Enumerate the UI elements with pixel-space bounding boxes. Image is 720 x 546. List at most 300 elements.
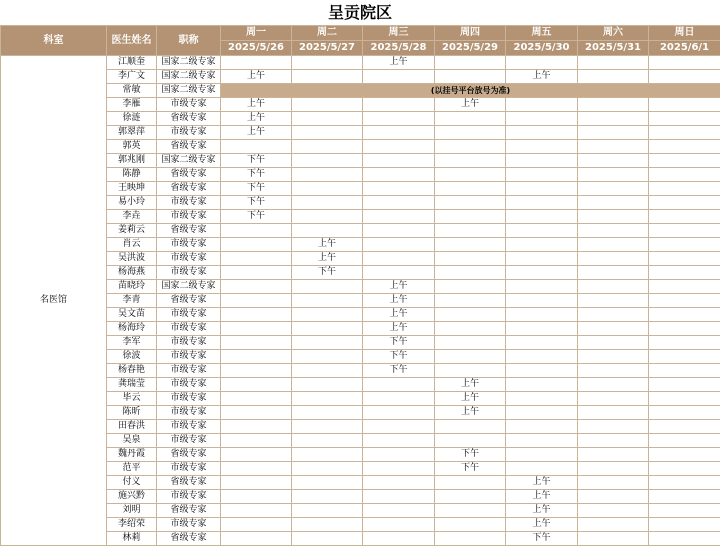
doctor-name-cell: 魏丹霞 (107, 448, 157, 462)
schedule-cell: 下午 (221, 210, 292, 224)
doctor-name-cell: 郭翠萍 (107, 126, 157, 140)
schedule-cell (221, 294, 292, 308)
rank-cell: 市级专家 (157, 434, 221, 448)
schedule-cell (363, 168, 435, 182)
schedule-cell (292, 126, 363, 140)
schedule-cell (578, 322, 649, 336)
schedule-cell (363, 252, 435, 266)
schedule-cell: 上午 (506, 70, 578, 84)
schedule-cell (435, 266, 506, 280)
doctor-name-cell: 吴文苗 (107, 308, 157, 322)
schedule-cell (292, 322, 363, 336)
table-row (1, 238, 720, 252)
rank-cell: 市级专家 (157, 238, 221, 252)
doctor-name-cell: 徐波 (107, 350, 157, 364)
table-row (1, 140, 720, 154)
schedule-cell: 下午 (435, 448, 506, 462)
schedule-cell (506, 406, 578, 420)
schedule-cell (649, 406, 720, 420)
doctor-name-cell: 吴洪波 (107, 252, 157, 266)
schedule-cell (292, 280, 363, 294)
table-row (1, 322, 720, 336)
schedule-cell (649, 476, 720, 490)
header-date: 2025/5/28 (363, 41, 435, 56)
schedule-cell (221, 252, 292, 266)
schedule-cell (435, 140, 506, 154)
doctor-name-cell: 刘明 (107, 504, 157, 518)
doctor-name-cell: 李军 (107, 336, 157, 350)
schedule-cell (221, 322, 292, 336)
schedule-cell (578, 392, 649, 406)
schedule-cell (578, 406, 649, 420)
schedule-cell (578, 294, 649, 308)
schedule-cell (221, 504, 292, 518)
rank-cell: 市级专家 (157, 126, 221, 140)
rank-cell: 市级专家 (157, 210, 221, 224)
table-row (1, 196, 720, 210)
schedule-cell (435, 364, 506, 378)
schedule-cell (649, 98, 720, 112)
schedule-cell (292, 350, 363, 364)
schedule-cell (649, 420, 720, 434)
schedule-cell (435, 532, 506, 546)
schedule-cell (649, 308, 720, 322)
schedule-cell (221, 266, 292, 280)
table-row (1, 336, 720, 350)
schedule-cell (292, 364, 363, 378)
schedule-cell (578, 126, 649, 140)
header-weekday: 周六 (578, 26, 649, 41)
schedule-cell (363, 504, 435, 518)
schedule-cell (221, 476, 292, 490)
schedule-cell (506, 154, 578, 168)
rank-cell: 省级专家 (157, 140, 221, 154)
schedule-cell (578, 308, 649, 322)
rank-cell: 省级专家 (157, 294, 221, 308)
rank-cell: 省级专家 (157, 112, 221, 126)
doctor-name-cell: 郭兆刚 (107, 154, 157, 168)
schedule-cell (578, 182, 649, 196)
schedule-cell (578, 266, 649, 280)
table-row (1, 434, 720, 448)
header-date: 2025/5/29 (435, 41, 506, 56)
schedule-cell (292, 308, 363, 322)
schedule-cell: 上午 (435, 378, 506, 392)
schedule-cell (363, 378, 435, 392)
schedule-cell (578, 210, 649, 224)
table-row (1, 476, 720, 490)
schedule-cell (363, 434, 435, 448)
schedule-cell (292, 378, 363, 392)
schedule-cell: 上午 (435, 98, 506, 112)
schedule-cell (506, 448, 578, 462)
schedule-cell (649, 126, 720, 140)
schedule-cell (221, 532, 292, 546)
schedule-cell (578, 364, 649, 378)
schedule-cell (649, 322, 720, 336)
schedule-cell: 下午 (221, 168, 292, 182)
table-row (1, 448, 720, 462)
schedule-cell: 下午 (363, 336, 435, 350)
schedule-cell (292, 392, 363, 406)
doctor-name-cell: 李广文 (107, 70, 157, 84)
schedule-cell (363, 532, 435, 546)
rank-cell: 市级专家 (157, 350, 221, 364)
doctor-name-cell: 田春洪 (107, 420, 157, 434)
schedule-cell (435, 490, 506, 504)
schedule-cell: 上午 (506, 490, 578, 504)
table-body (1, 56, 720, 546)
schedule-cell (649, 112, 720, 126)
schedule-cell (578, 238, 649, 252)
doctor-name-cell: 吴泉 (107, 434, 157, 448)
schedule-cell (506, 364, 578, 378)
rank-cell: 市级专家 (157, 252, 221, 266)
schedule-cell (649, 168, 720, 182)
schedule-cell (649, 490, 720, 504)
schedule-cell (649, 462, 720, 476)
doctor-name-cell: 毕云 (107, 392, 157, 406)
rank-cell: 市级专家 (157, 336, 221, 350)
doctor-name-cell: 常敏 (107, 84, 157, 98)
schedule-cell (363, 406, 435, 420)
header-weekday: 周一 (221, 26, 292, 41)
table-row (1, 126, 720, 140)
schedule-cell (292, 532, 363, 546)
page-title: 呈贡院区 (0, 0, 720, 25)
schedule-cell (363, 420, 435, 434)
schedule-cell (292, 504, 363, 518)
schedule-cell (435, 154, 506, 168)
table-row (1, 378, 720, 392)
schedule-cell (292, 434, 363, 448)
schedule-cell (506, 294, 578, 308)
rank-cell: 省级专家 (157, 476, 221, 490)
schedule-cell: 上午 (363, 280, 435, 294)
doctor-name-cell: 王映坤 (107, 182, 157, 196)
rank-cell: 市级专家 (157, 462, 221, 476)
schedule-cell (292, 98, 363, 112)
schedule-cell (221, 420, 292, 434)
table-row (1, 252, 720, 266)
table-row (1, 98, 720, 112)
schedule-cell (578, 280, 649, 294)
rank-cell: 市级专家 (157, 308, 221, 322)
table-row (1, 210, 720, 224)
header-date: 2025/6/1 (649, 41, 720, 56)
schedule-cell (506, 224, 578, 238)
doctor-name-cell: 徐涟 (107, 112, 157, 126)
schedule-cell (649, 196, 720, 210)
table-row (1, 266, 720, 280)
schedule-cell (221, 406, 292, 420)
schedule-cell (363, 210, 435, 224)
table-row (1, 518, 720, 532)
header-rank: 职称 (157, 26, 221, 56)
rank-cell: 国家二级专家 (157, 84, 221, 98)
doctor-name-cell: 杨海燕 (107, 266, 157, 280)
table-row (1, 224, 720, 238)
schedule-cell (649, 518, 720, 532)
header-date: 2025/5/31 (578, 41, 649, 56)
table-row (1, 280, 720, 294)
schedule-cell (578, 112, 649, 126)
doctor-name-cell: 施兴黔 (107, 490, 157, 504)
schedule-cell (578, 350, 649, 364)
table-row (1, 154, 720, 168)
schedule-cell (435, 476, 506, 490)
schedule-cell: 上午 (506, 518, 578, 532)
schedule-cell (221, 224, 292, 238)
table-row (1, 112, 720, 126)
rank-cell: 市级专家 (157, 392, 221, 406)
schedule-cell (578, 224, 649, 238)
schedule-cell (649, 56, 720, 70)
schedule-cell (363, 266, 435, 280)
schedule-cell (435, 56, 506, 70)
schedule-cell (363, 98, 435, 112)
schedule-table (0, 25, 720, 546)
schedule-cell (435, 70, 506, 84)
schedule-cell (435, 518, 506, 532)
schedule-cell (363, 140, 435, 154)
schedule-cell: 上午 (506, 504, 578, 518)
table-row (1, 420, 720, 434)
schedule-cell (221, 238, 292, 252)
schedule-cell (221, 56, 292, 70)
schedule-cell (578, 378, 649, 392)
doctor-name-cell: 郭英 (107, 140, 157, 154)
schedule-cell (506, 126, 578, 140)
schedule-cell: 上午 (506, 476, 578, 490)
schedule-cell (363, 518, 435, 532)
dept-cell: 名医馆 (1, 56, 107, 546)
schedule-cell: 下午 (221, 196, 292, 210)
rank-cell: 市级专家 (157, 406, 221, 420)
rank-cell: 市级专家 (157, 518, 221, 532)
schedule-cell (649, 336, 720, 350)
schedule-cell (292, 448, 363, 462)
doctor-name-cell: 陈静 (107, 168, 157, 182)
schedule-cell (506, 182, 578, 196)
rank-cell: 市级专家 (157, 98, 221, 112)
schedule-cell (506, 420, 578, 434)
schedule-cell (363, 448, 435, 462)
schedule-cell (649, 392, 720, 406)
schedule-cell (649, 378, 720, 392)
schedule-cell: 下午 (435, 462, 506, 476)
schedule-cell (221, 280, 292, 294)
schedule-cell (292, 462, 363, 476)
rank-cell: 国家二级专家 (157, 280, 221, 294)
schedule-cell (221, 462, 292, 476)
doctor-name-cell: 龚瑞莹 (107, 378, 157, 392)
schedule-cell (221, 392, 292, 406)
schedule-cell (435, 252, 506, 266)
rank-cell: 市级专家 (157, 490, 221, 504)
schedule-cell (435, 182, 506, 196)
schedule-cell (578, 490, 649, 504)
schedule-cell (506, 210, 578, 224)
schedule-cell (221, 518, 292, 532)
schedule-cell (578, 448, 649, 462)
schedule-cell (578, 252, 649, 266)
doctor-name-cell: 肖云 (107, 238, 157, 252)
schedule-cell (363, 462, 435, 476)
schedule-cell (435, 434, 506, 448)
schedule-cell (435, 336, 506, 350)
schedule-cell (506, 252, 578, 266)
schedule-cell (221, 336, 292, 350)
schedule-cell (363, 490, 435, 504)
doctor-name-cell: 李垚 (107, 210, 157, 224)
schedule-cell: 上午 (435, 406, 506, 420)
schedule-cell (292, 224, 363, 238)
doctor-name-cell: 李青 (107, 294, 157, 308)
schedule-cell (649, 294, 720, 308)
schedule-cell (292, 490, 363, 504)
schedule-cell (292, 476, 363, 490)
schedule-cell (506, 238, 578, 252)
table-row (1, 294, 720, 308)
table-row (1, 504, 720, 518)
schedule-cell (292, 336, 363, 350)
schedule-cell (649, 252, 720, 266)
schedule-cell (649, 238, 720, 252)
doctor-name-cell: 易小玲 (107, 196, 157, 210)
schedule-cell (506, 462, 578, 476)
schedule-cell (292, 420, 363, 434)
schedule-cell (649, 504, 720, 518)
notice-cell: (以挂号平台放号为准) (221, 84, 720, 98)
schedule-cell (578, 518, 649, 532)
schedule-cell (578, 462, 649, 476)
rank-cell: 市级专家 (157, 378, 221, 392)
table-row (1, 406, 720, 420)
schedule-cell (506, 378, 578, 392)
rank-cell: 国家二级专家 (157, 56, 221, 70)
schedule-cell (435, 294, 506, 308)
schedule-cell (363, 126, 435, 140)
schedule-cell (435, 126, 506, 140)
doctor-name-cell: 李雁 (107, 98, 157, 112)
schedule-cell (506, 266, 578, 280)
schedule-cell: 上午 (221, 126, 292, 140)
schedule-cell (506, 98, 578, 112)
schedule-cell (649, 210, 720, 224)
schedule-cell (506, 280, 578, 294)
schedule-cell (649, 70, 720, 84)
schedule-cell: 上午 (221, 98, 292, 112)
table-row (1, 70, 720, 84)
schedule-cell (221, 434, 292, 448)
header-weekday: 周四 (435, 26, 506, 41)
schedule-cell (578, 476, 649, 490)
rank-cell: 省级专家 (157, 448, 221, 462)
schedule-cell (578, 140, 649, 154)
rank-cell: 国家二级专家 (157, 154, 221, 168)
schedule-cell (435, 420, 506, 434)
schedule-cell (649, 434, 720, 448)
table-row (1, 182, 720, 196)
schedule-cell (435, 280, 506, 294)
schedule-cell (435, 308, 506, 322)
schedule-cell (363, 476, 435, 490)
schedule-cell: 下午 (363, 364, 435, 378)
table-row (1, 392, 720, 406)
schedule-cell (435, 322, 506, 336)
schedule-cell: 下午 (221, 154, 292, 168)
schedule-cell: 下午 (292, 266, 363, 280)
schedule-cell (435, 168, 506, 182)
schedule-cell (506, 336, 578, 350)
schedule-cell (578, 168, 649, 182)
schedule-cell (292, 154, 363, 168)
schedule-cell (292, 210, 363, 224)
schedule-cell: 上午 (363, 294, 435, 308)
schedule-cell (649, 532, 720, 546)
rank-cell: 省级专家 (157, 182, 221, 196)
header-weekday: 周三 (363, 26, 435, 41)
doctor-name-cell: 杨海玲 (107, 322, 157, 336)
schedule-cell (363, 70, 435, 84)
rank-cell: 省级专家 (157, 168, 221, 182)
schedule-cell (435, 238, 506, 252)
schedule-cell (435, 196, 506, 210)
table-row (1, 490, 720, 504)
doctor-name-cell: 杨春艳 (107, 364, 157, 378)
schedule-cell: 上午 (292, 238, 363, 252)
schedule-cell (506, 168, 578, 182)
schedule-cell (506, 392, 578, 406)
header-date: 2025/5/27 (292, 41, 363, 56)
schedule-cell (578, 336, 649, 350)
schedule-cell (363, 392, 435, 406)
schedule-cell (578, 420, 649, 434)
schedule-cell (363, 154, 435, 168)
schedule-cell (221, 378, 292, 392)
table-row (1, 308, 720, 322)
header-date: 2025/5/30 (506, 41, 578, 56)
rank-cell: 市级专家 (157, 364, 221, 378)
rank-cell: 国家二级专家 (157, 70, 221, 84)
header-date: 2025/5/26 (221, 41, 292, 56)
schedule-cell (578, 196, 649, 210)
table-row (1, 532, 720, 546)
doctor-name-cell: 江顺奎 (107, 56, 157, 70)
rank-cell: 市级专家 (157, 266, 221, 280)
schedule-cell (292, 182, 363, 196)
schedule-cell (292, 56, 363, 70)
schedule-cell (649, 182, 720, 196)
rank-cell: 市级专家 (157, 196, 221, 210)
schedule-cell (292, 70, 363, 84)
schedule-cell (435, 350, 506, 364)
schedule-cell (221, 448, 292, 462)
schedule-cell (292, 112, 363, 126)
schedule-cell (435, 210, 506, 224)
table-row (1, 462, 720, 476)
schedule-cell (506, 56, 578, 70)
schedule-cell: 下午 (221, 182, 292, 196)
schedule-cell (506, 322, 578, 336)
schedule-cell (363, 224, 435, 238)
schedule-cell (649, 154, 720, 168)
schedule-cell (292, 406, 363, 420)
schedule-cell (363, 112, 435, 126)
rank-cell: 省级专家 (157, 532, 221, 546)
doctor-name-cell: 范平 (107, 462, 157, 476)
